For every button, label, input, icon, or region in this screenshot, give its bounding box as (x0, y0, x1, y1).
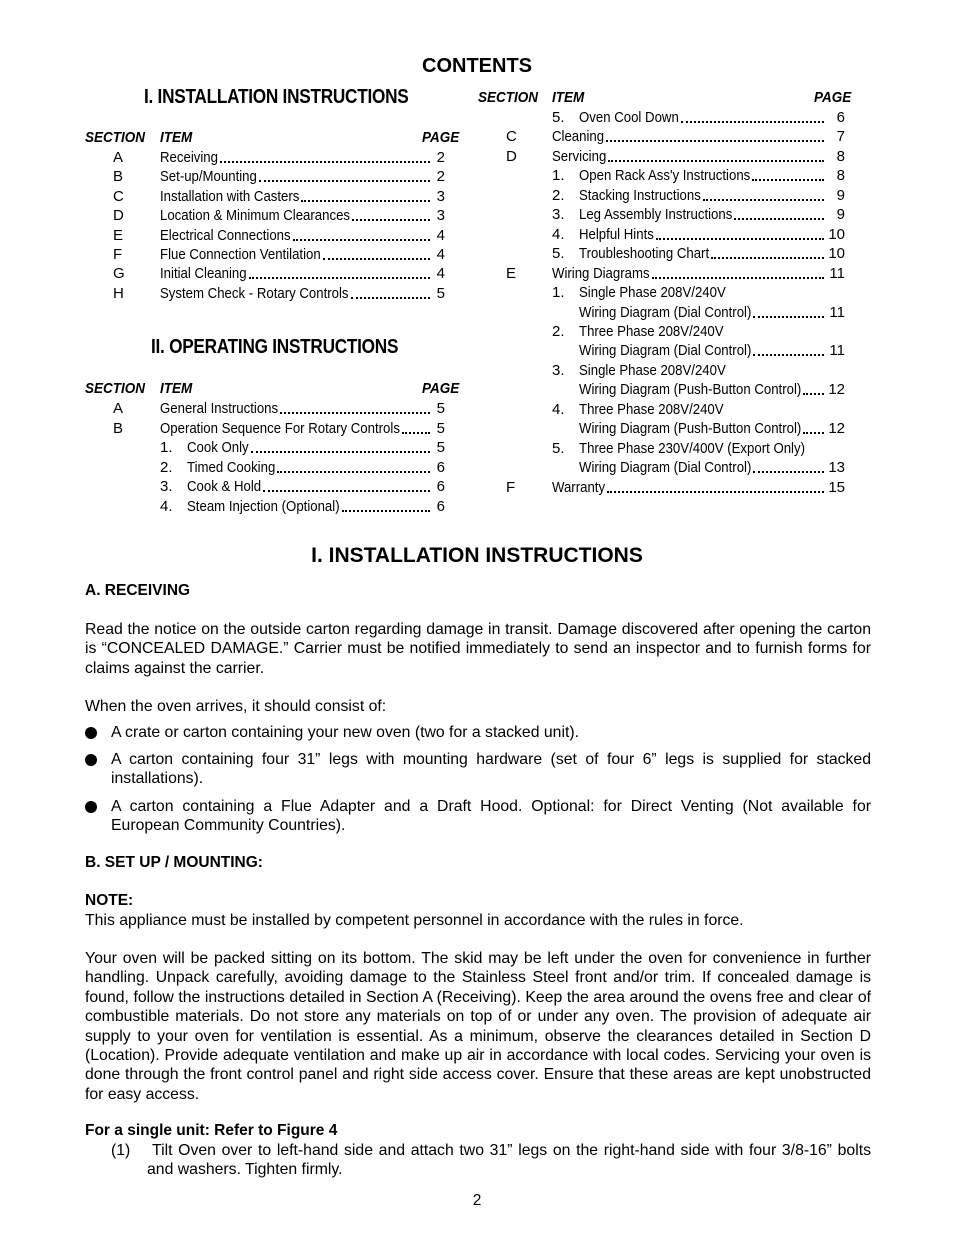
toc-row (0, 205, 954, 225)
toc-section-letter: B (113, 419, 124, 437)
toc-item-link[interactable] (579, 380, 826, 399)
toc-page-number: 13 (828, 459, 845, 477)
toc-section-letter: C (506, 128, 517, 146)
toc-sub-number: 3. (160, 478, 173, 495)
toc-item-label: Timed Cooking (187, 458, 276, 476)
toc-sub-number: 2. (552, 322, 565, 340)
toc-page-number: 10 (828, 245, 845, 263)
toc-item-label: Receiving (160, 149, 218, 166)
toc-page-number: 5 (436, 400, 445, 417)
toc-section-letter: A (113, 400, 124, 417)
toc-item-link[interactable] (579, 458, 826, 477)
toc-item-link[interactable] (579, 166, 826, 185)
toc-item-label: Cook Only (187, 439, 249, 456)
toc-operating-heading: II. OPERATING INSTRUCTIONS (151, 336, 399, 358)
toc-section-letter: C (113, 187, 124, 205)
toc-dot-leader (656, 237, 824, 240)
toc-sub-number: 1. (552, 167, 565, 185)
toc-row (0, 458, 954, 478)
toc-section-letter: G (113, 265, 125, 283)
toc-item-label: System Check - Rotary Controls (160, 284, 349, 302)
toc-dot-leader (711, 256, 824, 259)
toc-section-letter: E (113, 226, 124, 244)
toc-row (0, 244, 954, 264)
toc-item-label: Flue Connection Ventilation (160, 246, 321, 263)
toc-page-number: 6 (436, 497, 445, 515)
toc-dot-leader (703, 198, 824, 201)
toc-item-link[interactable] (552, 147, 826, 166)
toc-page-number: 5 (436, 419, 445, 437)
toc-item-link[interactable] (579, 108, 826, 127)
toc-page-number: 8 (836, 147, 845, 165)
toc-item-link[interactable] (552, 127, 826, 146)
toc-row (0, 303, 954, 323)
toc-section-letter: A (113, 149, 124, 166)
toc-section-letter: D (113, 207, 124, 225)
toc-item-label: Leg Assembly Instructions (579, 206, 733, 224)
toc-item-link[interactable] (579, 303, 826, 322)
toc-page-number: 6 (836, 109, 845, 126)
note-label: NOTE: (85, 892, 134, 909)
bullet-item: A crate or carton containing your new oven (two for a stacked unit). (111, 724, 580, 741)
toc-right-header-item: ITEM (552, 89, 585, 106)
toc-row (0, 361, 954, 381)
toc-item-label: Wiring Diagram (Push-Button Control) (579, 381, 802, 399)
bullet-icon (85, 727, 97, 739)
toc-sub-number: 4. (160, 497, 173, 515)
toc-item-label: Helpful Hints (579, 225, 654, 243)
bullet-icon (85, 754, 97, 766)
toc-dot-leader (752, 178, 824, 181)
toc-page-number: 2 (436, 149, 445, 166)
toc-page-number: 3 (436, 187, 445, 205)
toc-page-number: 12 (828, 381, 845, 399)
consist-intro: When the oven arrives, it should consist of: (85, 698, 387, 715)
toc-dot-leader (681, 120, 824, 123)
toc-row (0, 225, 954, 245)
toc-item-link[interactable] (579, 400, 826, 419)
toc-item-label: Stacking Instructions (579, 186, 701, 204)
toc-page-number: 12 (828, 420, 845, 438)
toc-sub-number: 2. (552, 186, 565, 204)
toc-item-label: Electrical Connections (160, 226, 291, 244)
toc-item-link[interactable] (579, 341, 826, 360)
toc-dot-leader (734, 217, 824, 220)
toc-item-link[interactable] (552, 264, 826, 283)
toc-row (0, 264, 954, 284)
toc-sub-number: 5. (552, 439, 565, 457)
toc-dot-leader (753, 315, 824, 318)
toc-item-label: Cook & Hold (187, 478, 262, 495)
toc-page-number: 15 (828, 478, 845, 496)
toc-sub-number: 4. (552, 225, 565, 243)
toc-item-label: Operation Sequence For Rotary Controls (160, 419, 400, 437)
toc-item-label: Servicing (552, 147, 607, 165)
toc-left2-header-page: PAGE (422, 380, 460, 397)
toc-sub-number: 5. (552, 109, 565, 126)
toc-section-letter: B (113, 168, 124, 186)
toc-sub-number: 3. (552, 361, 565, 379)
toc-section-letter: F (113, 246, 123, 263)
toc-item-link[interactable] (579, 419, 826, 438)
toc-item-link[interactable] (579, 244, 826, 263)
toc-dot-leader (803, 431, 824, 434)
toc-item-label: Oven Cool Down (579, 109, 679, 126)
toc-page-number: 7 (836, 128, 845, 146)
receiving-heading: A. RECEIVING (85, 582, 191, 599)
toc-row (0, 478, 954, 498)
toc-row (0, 322, 954, 342)
toc-sub-number: 5. (552, 245, 565, 263)
toc-page-number: 11 (829, 342, 845, 360)
toc-item-label: Warranty (552, 478, 606, 496)
toc-item-link[interactable] (579, 322, 826, 341)
toc-item-label: Wiring Diagram (Push-Button Control) (579, 420, 802, 438)
toc-item-label: Wiring Diagram (Dial Control) (579, 459, 752, 477)
toc-page-number: 3 (436, 207, 445, 225)
toc-item-label: Single Phase 208V/240V (579, 284, 726, 302)
bullet-item: A carton containing a Flue Adapter and a Draft Hood. Optional: for Direct Venting (Not available for European Community Countries). (111, 798, 871, 835)
toc-item-label: Troubleshooting Chart (579, 245, 710, 263)
toc-page-number: 9 (836, 186, 845, 204)
toc-item-link[interactable] (579, 361, 826, 380)
toc-item-label: Initial Cleaning (160, 265, 247, 283)
toc-page-number: 5 (436, 284, 445, 302)
toc-row (0, 147, 954, 167)
toc-page-number: 11 (829, 303, 845, 321)
toc-dot-leader (803, 392, 824, 395)
toc-right-header-page: PAGE (814, 89, 852, 106)
toc-item-label: Open Rack Ass'y Instructions (579, 167, 751, 185)
toc-item-link[interactable] (552, 478, 826, 497)
toc-page-number: 4 (436, 226, 445, 244)
toc-item-link[interactable] (579, 225, 826, 244)
toc-item-label: General Instructions (160, 400, 279, 417)
toc-right-header-section: SECTION (478, 89, 539, 106)
toc-row (0, 166, 954, 186)
toc-left-header-item: ITEM (160, 129, 193, 146)
setup-heading: B. SET UP / MOUNTING: (85, 854, 263, 871)
toc-item-label: Three Phase 230V/400V (Export Only) (579, 439, 805, 457)
toc-item-link[interactable] (579, 186, 826, 205)
step-1-text: Tilt Oven over to left-hand side and attach two 31” legs on the right-hand side with four 3/8-16” bolts and washers. Tighten firmly. (147, 1142, 871, 1179)
toc-left-header-section: SECTION (85, 129, 146, 146)
toc-page-number: 2 (436, 168, 445, 186)
toc-row (0, 108, 954, 128)
toc-item-link[interactable] (187, 497, 432, 516)
toc-sub-number: 2. (160, 458, 173, 476)
toc-item-label: Steam Injection (Optional) (187, 497, 340, 515)
toc-dot-leader (606, 139, 824, 142)
toc-row (0, 400, 954, 420)
toc-dot-leader (342, 509, 430, 512)
step-1-number: (1) (111, 1142, 131, 1159)
note-text: This appliance must be installed by competent personnel in accordance with the rules in force. (85, 912, 744, 929)
toc-page-number: 6 (436, 478, 445, 495)
toc-dot-leader (753, 353, 824, 356)
toc-dot-leader (753, 470, 824, 473)
bullet-item: A carton containing four 31” legs with mounting hardware (set of four 6” legs is supplied for stacked installations). (111, 751, 871, 788)
toc-item-link[interactable] (579, 283, 826, 302)
toc-section-letter: E (506, 264, 517, 282)
toc-dot-leader (652, 276, 824, 279)
toc-item-label: Single Phase 208V/240V (579, 361, 726, 379)
toc-page-number: 11 (829, 264, 845, 282)
toc-dot-leader (608, 159, 824, 162)
toc-item-link[interactable] (579, 439, 826, 458)
toc-row (0, 439, 954, 459)
toc-page-number: 5 (436, 439, 445, 456)
toc-item-label: Wiring Diagram (Dial Control) (579, 303, 752, 321)
toc-section-letter: H (113, 284, 124, 302)
bullet-icon (85, 801, 97, 813)
toc-page-number: 9 (836, 206, 845, 224)
toc-row (0, 186, 954, 206)
toc-item-label: Three Phase 208V/240V (579, 400, 724, 418)
toc-row (0, 419, 954, 439)
toc-sub-number: 4. (552, 400, 565, 418)
toc-sub-number: 1. (160, 439, 173, 456)
toc-left2-header-section: SECTION (85, 380, 146, 397)
toc-page-number: 10 (828, 225, 845, 243)
contents-title: CONTENTS (422, 55, 532, 77)
toc-left2-header-item: ITEM (160, 380, 193, 397)
toc-section-letter: D (506, 147, 517, 165)
toc-item-link[interactable] (579, 205, 826, 224)
toc-row (0, 283, 954, 303)
toc-section-letter: F (506, 478, 516, 496)
setup-paragraph: Your oven will be packed sitting on its bottom. The skid may be left under the oven for convenience in further handling. Unpack carefully, avoiding damage to the Stainless Steel front and/or trim. If concealed damage is found, follow the instructions detailed in Section A (Receiving). Keep the area around the ovens free and clear of combustible materials. Do not store any materials on top of or under any oven. The provision of adequate air supply to your oven for ventilation is essential. As a minimum, observe the clearances detailed in Section D (Location). Provide adequate ventilation and make up air in accordance with local codes. Servicing your oven is done through the front control panel and right side access cover. Ensure that these areas are kept unobstructed for easy access. (85, 950, 871, 1103)
toc-sub-number: 1. (552, 284, 565, 302)
toc-row (0, 341, 954, 361)
toc-row (0, 380, 954, 400)
toc-item-label: Three Phase 208V/240V (579, 322, 724, 340)
toc-left-header-page: PAGE (422, 129, 460, 146)
toc-page-number: 4 (436, 246, 445, 263)
page-number: 2 (472, 1192, 482, 1209)
toc-dot-leader (607, 490, 824, 493)
main-section-title: I. INSTALLATION INSTRUCTIONS (311, 544, 643, 567)
toc-row (0, 127, 954, 147)
toc-item-label: Wiring Diagrams (552, 264, 650, 282)
toc-installation-heading: I. INSTALLATION INSTRUCTIONS (144, 86, 409, 108)
single-unit-heading: For a single unit: Refer to Figure 4 (85, 1122, 338, 1139)
toc-page-number: 6 (436, 458, 445, 476)
toc-item-label: Location & Minimum Clearances (160, 207, 351, 225)
toc-item-label: Cleaning (552, 128, 605, 146)
toc-row (0, 497, 954, 517)
receiving-paragraph: Read the notice on the outside carton regarding damage in transit. Damage discovered after opening the carton is “CONCEALED DAMAGE.” Carrier must be notified immediately to send an inspector and to furnish forms for claims against the carrier. (85, 621, 871, 677)
toc-page-number: 8 (836, 167, 845, 185)
toc-item-label: Wiring Diagram (Dial Control) (579, 342, 752, 360)
toc-page-number: 4 (436, 265, 445, 283)
toc-item-label: Installation with Casters (160, 187, 300, 205)
toc-sub-number: 3. (552, 206, 565, 224)
toc-item-label: Set-up/Mounting (160, 168, 257, 186)
